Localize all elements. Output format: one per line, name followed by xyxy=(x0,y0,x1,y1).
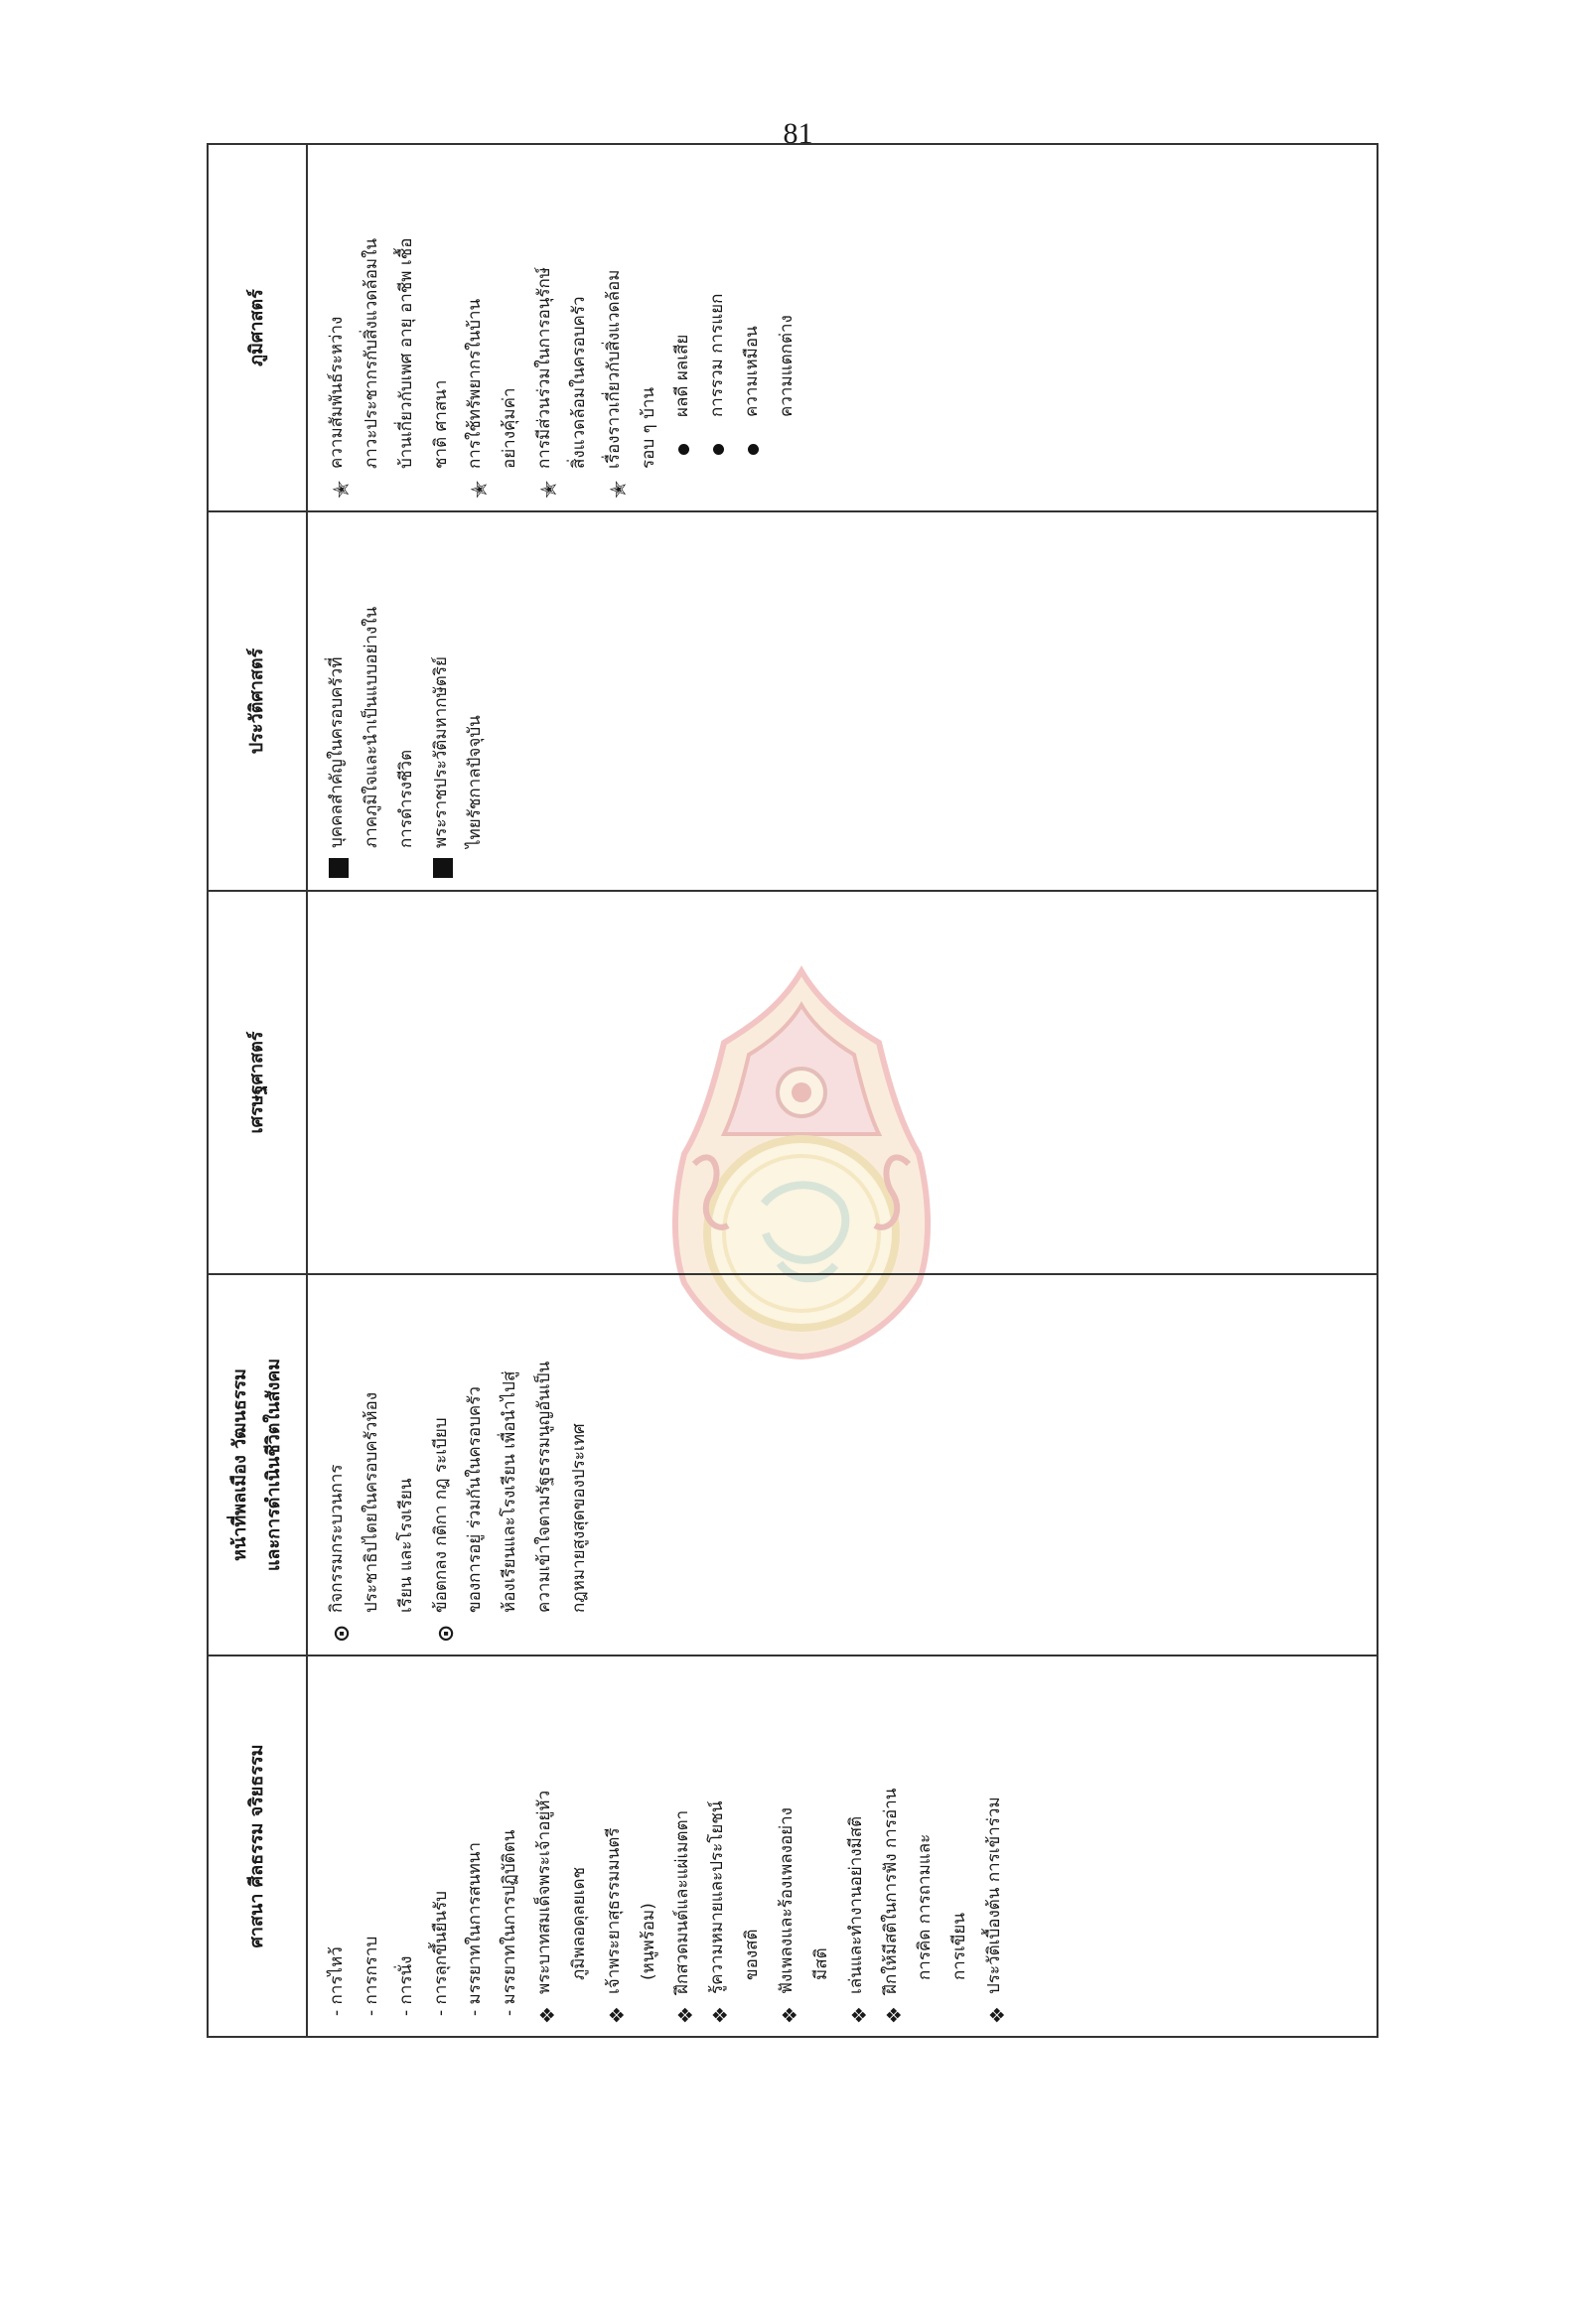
list-item: ⊙ กิจกรรมกระบวนการ ประชาธิปไตยในครอบครัวห้อง เรียน และโรงเรียน xyxy=(320,1287,424,1643)
four-diamond-bullet-icon: ❖ xyxy=(846,2006,871,2024)
header-history: ประวัติศาสตร์ xyxy=(208,511,307,891)
header-economics: เศรษฐศาสตร์ xyxy=(208,891,307,1274)
square-bullet-icon xyxy=(433,858,453,878)
star-bullet-icon: ✭ xyxy=(330,480,355,499)
list-item: - มรรยาทในการปฏิบัติตน xyxy=(493,1668,527,2024)
header-religion: ศาสนา ศีลธรรม จริยธรรม xyxy=(208,1655,307,2037)
list-item: - การลุกขึ้นยืนรับ xyxy=(424,1668,459,2024)
list-item: ❖ ประวัติเบื้องต้น การเข้าร่วม xyxy=(977,1668,1012,2024)
four-diamond-bullet-icon: ❖ xyxy=(777,2006,801,2024)
circled-dot-bullet-icon: ⊙ xyxy=(433,1624,459,1643)
list-item: พระราชประวัติมหากษัตริย์ ไทยรัชกาลปัจจุบัน xyxy=(424,524,494,878)
list-item: การรวม การแยก xyxy=(700,157,735,499)
list-item: ✭ ความสัมพันธ์ระหว่าง ภาวะประชากรกับสิ่งแวดล้อมใน บ้านเกี่ยวกับเพศ อายุ อาชีพ เชื้อ ชาติ ศาสนา xyxy=(320,157,458,499)
square-bullet-icon xyxy=(329,858,349,878)
page-number: 81 xyxy=(783,117,813,150)
four-diamond-bullet-icon: ❖ xyxy=(985,2006,1010,2024)
star-bullet-icon: ✭ xyxy=(537,480,563,499)
list-item: ความเหมือน ความแตกต่าง xyxy=(735,157,804,499)
header-geography: ภูมิศาสตร์ xyxy=(208,144,307,511)
list-item: - การกราบ xyxy=(355,1668,389,2024)
header-civics-line: และการดำเนินชีวิตในสังคม xyxy=(263,1358,284,1572)
list-item: ❖ ฟังเพลงและร้องเพลงอย่าง มีสติ xyxy=(770,1668,839,2024)
list-item: ✭ การใช้ทรัพยากรในบ้าน อย่างคุ้มค่า xyxy=(458,157,527,499)
curriculum-table xyxy=(207,143,1378,2038)
curriculum-table-rotated xyxy=(207,237,1378,2038)
list-item: - การนั่ง xyxy=(389,1668,424,2024)
list-item: ผลดี ผลเสีย xyxy=(665,157,700,499)
header-civics-line: หน้าที่พลเมือง วัฒนธรรม xyxy=(228,1368,250,1561)
four-diamond-bullet-icon: ❖ xyxy=(535,2006,560,2024)
four-diamond-bullet-icon: ❖ xyxy=(881,2006,906,2024)
cell-geography xyxy=(307,144,1378,511)
list-item: ❖ พระบาทสมเด็จพระเจ้าอยู่หัว ภูมิพลอดุลยเดช xyxy=(527,1668,597,2024)
list-item: ❖ ฝึกให้มีสติในการฟัง การอ่าน การคิด การถามและ การเขียน xyxy=(874,1668,978,2024)
cell-civics xyxy=(307,1274,1378,1655)
list-item: ✭ เรื่องราวเกี่ยวกับสิ่งแวดล้อม รอบ ๆ บ้าน xyxy=(597,157,666,499)
header-civics-text xyxy=(229,1359,284,1571)
star-bullet-icon: ✭ xyxy=(606,480,632,499)
round-bullet-icon xyxy=(748,444,759,455)
list-item: ✭ การมีส่วนร่วมในการอนุรักษ์ สิ่งแวดล้อมในครอบครัว xyxy=(527,157,597,499)
four-diamond-bullet-icon: ❖ xyxy=(708,2006,733,2024)
list-item: - มรรยาทในการสนทนา xyxy=(458,1668,493,2024)
cell-economics xyxy=(307,891,1378,1274)
round-bullet-icon xyxy=(713,444,724,455)
list-item: - การไหว้ xyxy=(320,1668,355,2024)
star-bullet-icon: ✭ xyxy=(468,480,494,499)
four-diamond-bullet-icon: ❖ xyxy=(673,2006,698,2024)
header-civics xyxy=(208,1274,307,1655)
list-item: ❖ เล่นและทำงานอย่างมีสติ xyxy=(839,1668,874,2024)
list-item: ❖ รู้ความหมายและประโยชน์ ของสติ xyxy=(700,1668,770,2024)
four-diamond-bullet-icon: ❖ xyxy=(604,2006,629,2024)
list-item: ❖ ฝึกสวดมนต์และแผ่เมตตา xyxy=(665,1668,700,2024)
list-item: บุคคลสำคัญในครอบครัวที่ ภาคภูมิใจและนำเป็นแบบอย่างใน การดำรงชีวิต xyxy=(320,524,424,878)
circled-dot-bullet-icon: ⊙ xyxy=(330,1624,355,1643)
list-item: ❖ เจ้าพระยาสุธรรมมนตรี (หนูพร้อม) xyxy=(597,1668,666,2024)
round-bullet-icon xyxy=(678,444,689,455)
cell-history xyxy=(307,511,1378,891)
cell-religion xyxy=(307,1655,1378,2037)
list-item: ⊙ ข้อตกลง กติกา กฎ ระเบียบ ของการอยู่ ร่วมกันในครอบครัว ห้องเรียนและโรงเรียน เพื่อนำไปสู่ ความเข้าใจตามรัฐธรรมนูญอันเป็น กฎหมายสูงสุดของประเทศ xyxy=(424,1287,597,1643)
